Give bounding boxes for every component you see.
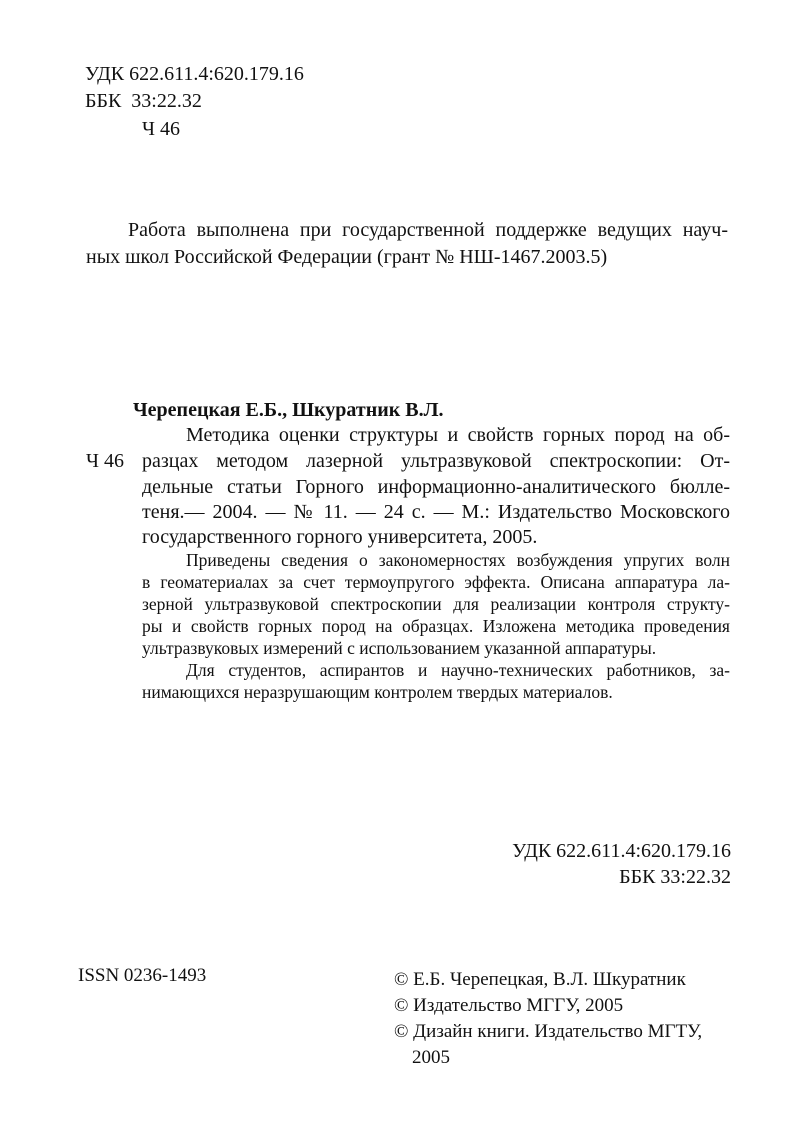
author-mark-side: Ч 46 — [86, 450, 124, 472]
issn: ISSN 0236-1493 — [78, 965, 207, 986]
grant-note-line-2: ных школ Российской Федерации (грант № НШ-1467.2003.5) — [86, 246, 608, 268]
bbk-code-bottom: ББК 33:22.32 — [619, 866, 731, 888]
title-line-1: Методика оценки структуры и свойств горных пород на об- — [186, 424, 730, 446]
annotation-p1-line-2: в геоматериалах за счет термоупругого эффекта. Описана аппаратура ла- — [142, 572, 730, 592]
copyright-line-1: © Е.Б. Черепецкая, В.Л. Шкуратник — [394, 969, 686, 990]
bbk-code-top: ББК 33:22.32 — [85, 90, 202, 112]
title-line-4: теня.— 2004. — № 11. — 24 с. — М.: Издательство Московского — [142, 501, 730, 523]
copyright-line-4: 2005 — [412, 1047, 450, 1068]
annotation-p1-line-1: Приведены сведения о закономерностях возбуждения упругих волн — [186, 550, 730, 570]
copyright-line-2: © Издательство МГГУ, 2005 — [394, 995, 624, 1016]
title-line-3: дельные статьи Горного информационно-аналитического бюлле- — [142, 476, 730, 498]
title-line-2: разцах методом лазерной ультразвуковой спектроскопии: От- — [142, 450, 730, 472]
annotation-p1-line-3: зерной ультразвуковой спектроскопии для реализации контроля структу- — [142, 594, 730, 614]
udc-code-top: УДК 622.611.4:620.179.16 — [85, 63, 304, 85]
annotation-p1-line-5: ультразвуковых измерений с использованием указанной аппаратуры. — [142, 638, 657, 658]
annotation-p2-line-2: нимающихся неразрушающим контролем твердых материалов. — [142, 682, 613, 702]
grant-note-line-1: Работа выполнена при государственной поддержке ведущих науч- — [128, 219, 728, 241]
author-mark-top: Ч 46 — [142, 118, 180, 140]
copyright-line-3: © Дизайн книги. Издательство МГТУ, — [394, 1021, 703, 1042]
udc-code-bottom: УДК 622.611.4:620.179.16 — [512, 840, 731, 862]
title-line-5: государственного горного университета, 2005. — [142, 526, 538, 548]
annotation-p1-line-4: ры и свойств горных пород на образцах. Изложена методика проведения — [142, 616, 730, 636]
annotation-p2-line-1: Для студентов, аспирантов и научно-технических работников, за- — [186, 660, 730, 680]
authors: Черепецкая Е.Б., Шкуратник В.Л. — [133, 399, 444, 421]
